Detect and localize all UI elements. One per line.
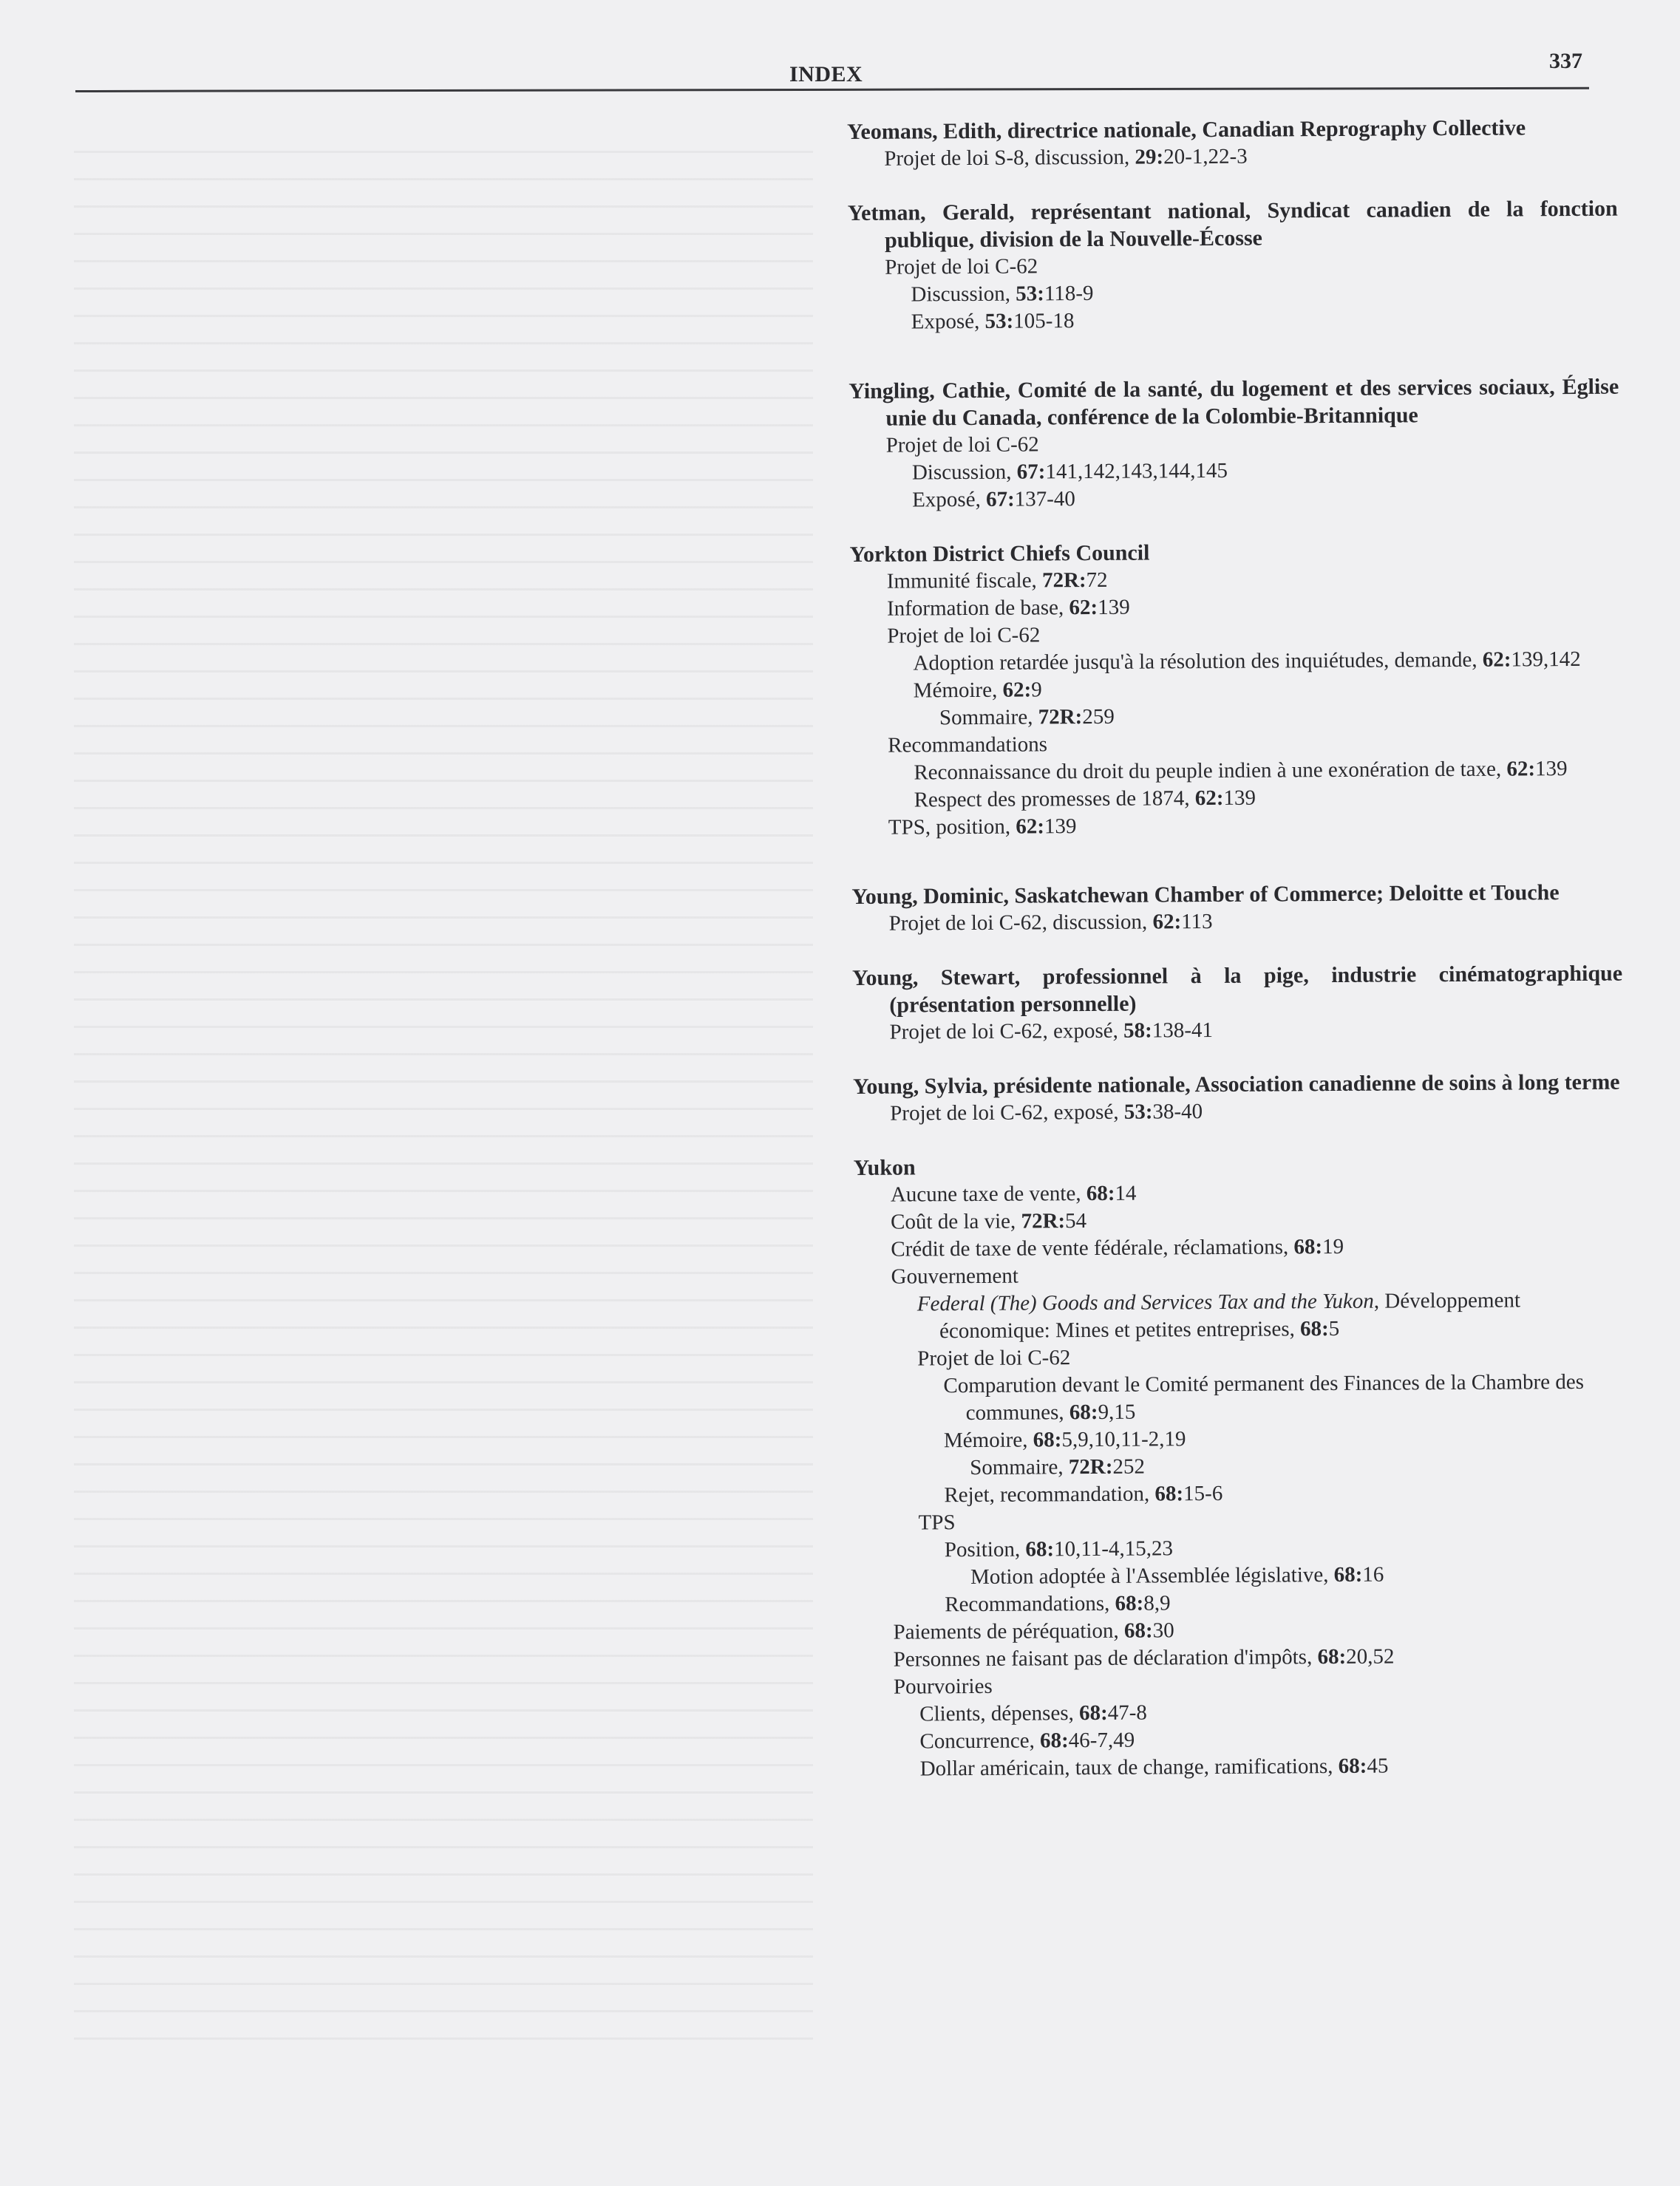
index-subentry xyxy=(854,1287,1625,1346)
subentry-text: Discussion, xyxy=(911,460,1017,485)
issue-reference: 68: xyxy=(1086,1181,1115,1206)
entry-spacer xyxy=(851,837,1622,883)
index-subentry xyxy=(851,673,1621,705)
issue-reference: 29: xyxy=(1135,145,1164,169)
subentry-text: Recommandations xyxy=(888,732,1048,757)
page-reference: 14 xyxy=(1115,1181,1137,1205)
issue-reference: 68: xyxy=(1078,1700,1108,1726)
index-subentry xyxy=(855,1451,1625,1482)
index-subentry xyxy=(857,1697,1627,1729)
index-entry xyxy=(852,960,1623,1046)
index-subentry xyxy=(856,1505,1626,1537)
index-subentry xyxy=(854,1259,1624,1291)
index-subentry xyxy=(856,1615,1626,1647)
page-reference: 118-9 xyxy=(1044,281,1094,306)
index-subentry xyxy=(854,1232,1624,1264)
index-entry xyxy=(848,195,1619,336)
page-reference: 54 xyxy=(1065,1209,1087,1233)
index-subentry xyxy=(850,591,1620,623)
page-reference: 10,11-4,15,23 xyxy=(1054,1536,1174,1562)
issue-reference: 58: xyxy=(1123,1018,1152,1043)
subentry-text: Recommandations, xyxy=(945,1591,1115,1617)
subentry-text: Concurrence, xyxy=(919,1729,1041,1754)
subentry-text: Comparution devant le Comité permanent des Finances de la Chambre des communes, xyxy=(943,1369,1585,1426)
subentry-text: Information de base, xyxy=(886,596,1069,621)
index-subentry xyxy=(856,1533,1626,1564)
page-reference: 30 xyxy=(1152,1618,1174,1643)
subentry-text: Projet de loi S-8, discussion, xyxy=(884,145,1135,171)
page-reference: 141,142,143,144,145 xyxy=(1045,458,1228,484)
entry-heading: Yeomans, Edith, directrice nationale, Canadian Reprography Collective xyxy=(847,115,1526,144)
index-subentry xyxy=(854,1341,1625,1373)
page-reference: 137-40 xyxy=(1014,487,1075,511)
subentry-text: Personnes ne faisant pas de déclaration d'impôts, xyxy=(893,1645,1318,1672)
index-subentry xyxy=(850,564,1620,596)
subentry-text: Projet de loi C-62 xyxy=(917,1346,1071,1371)
page-number: 337 xyxy=(1549,49,1582,73)
index-entry xyxy=(854,1150,1628,1783)
publication-title: Federal (The) Goods and Services Tax and the Yukon xyxy=(916,1289,1374,1316)
page-reference: 252 xyxy=(1112,1454,1146,1479)
page-reference: 9 xyxy=(1031,678,1042,702)
index-subentry xyxy=(849,483,1619,514)
index-subentry xyxy=(852,906,1622,938)
subentry-text: Projet de loi C-62 xyxy=(885,432,1039,457)
index-subentry xyxy=(852,1015,1622,1046)
issue-reference: 62: xyxy=(1069,595,1098,620)
page-reference: 139 xyxy=(1098,595,1130,619)
issue-reference: 62: xyxy=(1482,647,1511,672)
page-reference: 139 xyxy=(1044,814,1077,839)
subentry-text: Coût de la vie, xyxy=(891,1209,1021,1234)
index-subentry xyxy=(851,783,1622,814)
index-subentry xyxy=(854,1369,1625,1428)
issue-reference: 72R: xyxy=(1041,568,1086,593)
index-subentry xyxy=(856,1587,1626,1619)
issue-reference: 62: xyxy=(1152,910,1182,934)
index-subentry xyxy=(857,1642,1627,1674)
entry-heading: Yukon xyxy=(853,1155,916,1180)
issue-reference: 68: xyxy=(1033,1428,1062,1452)
page-reference: 138-41 xyxy=(1152,1018,1214,1043)
entry-heading: Yorkton District Chiefs Council xyxy=(849,540,1150,567)
subentry-text: Projet de loi C-62, discussion, xyxy=(888,910,1153,936)
subentry-text: Discussion, xyxy=(911,282,1016,307)
issue-reference: 68: xyxy=(1317,1644,1347,1669)
issue-reference: 68: xyxy=(1293,1235,1323,1259)
subentry-text: Pourvoiries xyxy=(893,1674,993,1699)
page-reference: 16 xyxy=(1362,1562,1384,1587)
issue-reference: 72R: xyxy=(1021,1209,1066,1233)
subentry-text: Projet de loi C-62, exposé, xyxy=(889,1018,1124,1044)
issue-reference: 68: xyxy=(1115,1591,1144,1615)
index-entry xyxy=(849,537,1621,842)
page-reference: 259 xyxy=(1082,704,1115,729)
entry-heading: Yingling, Cathie, Comité de la santé, du logement et des services sociaux, Église unie du Canada, conférence de la Colombie-Britannique xyxy=(848,374,1619,431)
entry-heading: Yetman, Gerald, représentant national, Syndicat canadien de la fonction publique, division de la Nouvelle-Écosse xyxy=(847,196,1618,253)
subentry-text: Clients, dépenses, xyxy=(919,1701,1080,1726)
issue-reference: 68: xyxy=(1338,1754,1367,1778)
index-entry xyxy=(847,114,1617,173)
index-subentry xyxy=(850,619,1620,650)
index-subentry xyxy=(851,728,1621,760)
page-reference: 5 xyxy=(1328,1316,1340,1341)
index-entry xyxy=(853,1069,1623,1128)
subentry-text: TPS, position, xyxy=(888,814,1016,840)
page-reference: 38-40 xyxy=(1152,1100,1203,1124)
index-subentry xyxy=(847,141,1617,173)
subentry-text: Paiements de péréquation, xyxy=(893,1618,1125,1644)
page-reference: 20,52 xyxy=(1346,1644,1395,1669)
subentry-text: Aucune taxe de vente, xyxy=(890,1182,1086,1207)
index-subentry xyxy=(848,277,1618,309)
index-subentry xyxy=(854,1205,1624,1236)
page-reference: 20-1,22-3 xyxy=(1163,144,1248,169)
index-entry xyxy=(848,373,1619,514)
index-subentry xyxy=(851,755,1621,787)
page-reference: 139 xyxy=(1535,757,1568,781)
subentry-text: TPS xyxy=(918,1511,956,1535)
subentry-text: Respect des promesses de 1874, xyxy=(914,786,1195,812)
page-reference: 8,9 xyxy=(1143,1591,1171,1615)
subentry-text: Exposé, xyxy=(911,309,985,334)
index-subentry xyxy=(853,1096,1623,1128)
subentry-text: Sommaire, xyxy=(970,1455,1069,1480)
issue-reference: 72R: xyxy=(1068,1454,1113,1480)
index-subentry xyxy=(851,810,1622,842)
subentry-text: Crédit de taxe de vente fédérale, réclamations, xyxy=(891,1235,1294,1261)
issue-reference: 53: xyxy=(1123,1100,1153,1124)
issue-reference: 53: xyxy=(1016,282,1045,306)
index-subentry xyxy=(848,250,1618,282)
page-reference: 47-8 xyxy=(1107,1700,1147,1725)
page-reference: 15-6 xyxy=(1183,1481,1223,1506)
subentry-text: Position, xyxy=(944,1537,1026,1562)
issue-reference: 72R: xyxy=(1038,705,1083,729)
subentry-text: Adoption retardée jusqu'à la résolution des inquiétudes, demande, xyxy=(913,647,1483,675)
page-reference: 19 xyxy=(1322,1234,1344,1259)
issue-reference: 68: xyxy=(1025,1537,1055,1562)
page-reference: 139,142 xyxy=(1511,647,1581,672)
issue-reference: 62: xyxy=(1506,757,1536,781)
issue-reference: 62: xyxy=(1194,786,1224,811)
issue-reference: 68: xyxy=(1039,1729,1069,1753)
issue-reference: 67: xyxy=(985,487,1015,511)
subentry-text: Immunité fiscale, xyxy=(886,568,1043,593)
issue-reference: 68: xyxy=(1069,1400,1098,1425)
index-subentry xyxy=(849,428,1619,460)
page-reference: 45 xyxy=(1367,1754,1389,1778)
issue-reference: 53: xyxy=(984,309,1014,333)
bleed-through-shadow xyxy=(74,133,813,2054)
index-subentry xyxy=(854,1177,1624,1209)
entry-heading: Young, Dominic, Saskatchewan Chamber of Commerce; Deloitte et Touche xyxy=(851,880,1560,909)
issue-reference: 68: xyxy=(1154,1482,1184,1506)
issue-reference: 68: xyxy=(1299,1317,1329,1341)
page-reference: 113 xyxy=(1181,909,1213,934)
entry-heading: Young, Stewart, professionnel à la pige, industrie cinématographique (présentation personnelle) xyxy=(852,961,1623,1018)
subentry-text: Sommaire, xyxy=(939,705,1038,730)
subentry-text: Projet de loi C-62, exposé, xyxy=(890,1100,1124,1126)
entry-spacer xyxy=(848,332,1619,378)
index-subentry xyxy=(849,455,1619,487)
issue-reference: 67: xyxy=(1016,460,1046,484)
issue-reference: 68: xyxy=(1333,1562,1363,1587)
index-subentry xyxy=(848,304,1619,336)
index-subentry xyxy=(857,1669,1627,1701)
page-reference: 139 xyxy=(1223,786,1256,810)
subentry-text: Projet de loi C-62 xyxy=(887,623,1041,648)
index-subentry xyxy=(855,1423,1625,1455)
subentry-text: Dollar américain, taux de change, ramifications, xyxy=(919,1754,1339,1781)
subentry-text: Mémoire, xyxy=(913,678,1003,703)
page-reference: 5,9,10,11-2,19 xyxy=(1061,1427,1186,1452)
entry-heading: Young, Sylvia, présidente nationale, Association canadienne de soins à long terme xyxy=(852,1069,1620,1099)
index-subentry xyxy=(850,646,1620,678)
page-reference: 9,15 xyxy=(1098,1400,1136,1424)
page-header-title: INDEX xyxy=(789,62,863,86)
index-subentry xyxy=(857,1724,1627,1756)
subentry-text: Gouvernement xyxy=(891,1264,1019,1289)
subentry-text: , Développement économique: Mines et petites entreprises, xyxy=(939,1288,1521,1344)
subentry-text: Exposé, xyxy=(912,487,987,512)
subentry-text: Projet de loi C-62 xyxy=(885,254,1038,279)
subentry-text: Rejet, recommandation, xyxy=(944,1482,1155,1508)
subentry-text: Reconnaissance du droit du peuple indien à une exonération de taxe, xyxy=(914,757,1507,785)
subentry-text: Motion adoptée à l'Assemblée législative, xyxy=(970,1563,1334,1590)
issue-reference: 62: xyxy=(1016,814,1045,839)
index-subentry xyxy=(857,1751,1628,1783)
subentry-text: Mémoire, xyxy=(943,1428,1033,1453)
header-rule xyxy=(75,87,1589,92)
page-reference: 105-18 xyxy=(1013,309,1075,333)
issue-reference: 68: xyxy=(1123,1618,1153,1643)
index-subentry xyxy=(855,1478,1625,1510)
index-subentry xyxy=(851,701,1621,732)
index-entry xyxy=(851,879,1622,938)
issue-reference: 62: xyxy=(1002,678,1032,702)
page-reference: 46-7,49 xyxy=(1068,1728,1135,1753)
index-column xyxy=(847,114,1628,1783)
index-subentry xyxy=(856,1560,1626,1592)
page-reference: 72 xyxy=(1086,568,1108,593)
